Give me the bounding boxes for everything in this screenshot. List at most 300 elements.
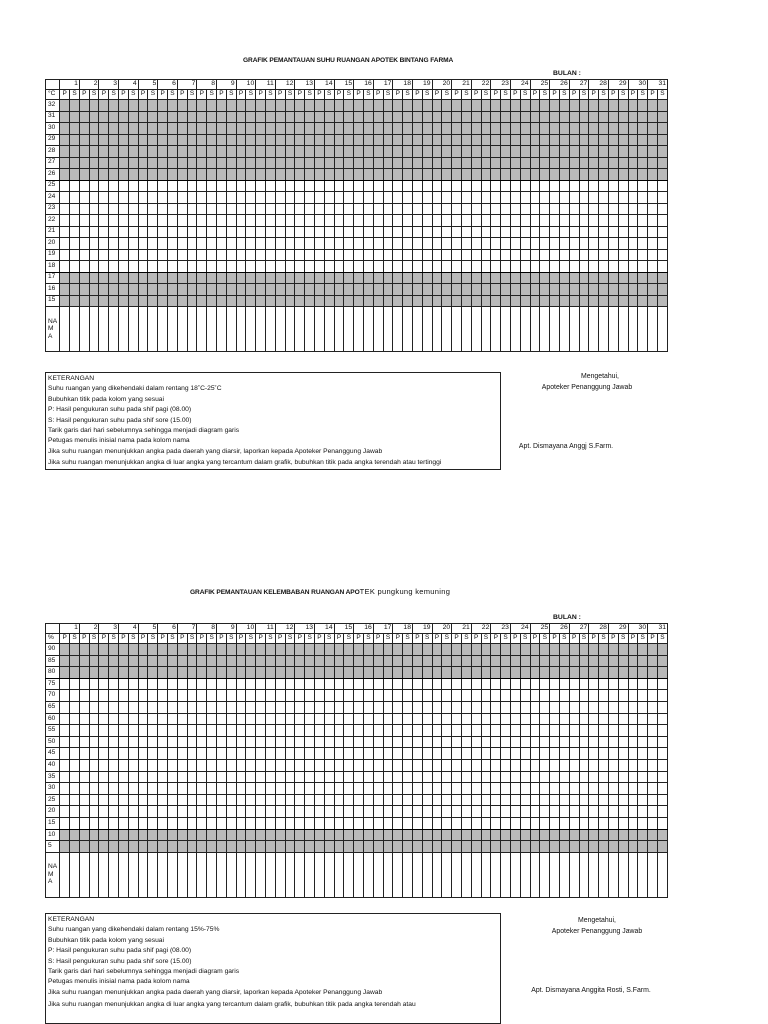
reading-cell[interactable] — [608, 169, 618, 181]
reading-cell[interactable] — [334, 157, 344, 169]
reading-cell[interactable] — [530, 736, 540, 748]
initials-cell[interactable] — [99, 852, 109, 897]
reading-cell[interactable] — [618, 157, 628, 169]
reading-cell[interactable] — [589, 736, 599, 748]
reading-cell[interactable] — [266, 180, 276, 192]
reading-cell[interactable] — [109, 146, 119, 158]
reading-cell[interactable] — [324, 169, 334, 181]
reading-cell[interactable] — [138, 806, 148, 818]
reading-cell[interactable] — [168, 794, 178, 806]
reading-cell[interactable] — [295, 226, 305, 238]
reading-cell[interactable] — [530, 759, 540, 771]
reading-cell[interactable] — [70, 192, 80, 204]
reading-cell[interactable] — [442, 806, 452, 818]
reading-cell[interactable] — [256, 180, 266, 192]
reading-cell[interactable] — [119, 180, 129, 192]
reading-cell[interactable] — [520, 841, 530, 853]
reading-cell[interactable] — [393, 295, 403, 307]
reading-cell[interactable] — [657, 667, 667, 679]
reading-cell[interactable] — [187, 249, 197, 261]
reading-cell[interactable] — [403, 678, 413, 690]
reading-cell[interactable] — [481, 226, 491, 238]
reading-cell[interactable] — [412, 123, 422, 135]
reading-cell[interactable] — [550, 667, 560, 679]
initials-cell[interactable] — [579, 307, 589, 352]
reading-cell[interactable] — [177, 134, 187, 146]
reading-cell[interactable] — [638, 226, 648, 238]
reading-cell[interactable] — [412, 725, 422, 737]
reading-cell[interactable] — [569, 725, 579, 737]
reading-cell[interactable] — [364, 841, 374, 853]
reading-cell[interactable] — [79, 759, 89, 771]
reading-cell[interactable] — [657, 783, 667, 795]
reading-cell[interactable] — [569, 644, 579, 656]
reading-cell[interactable] — [89, 667, 99, 679]
reading-cell[interactable] — [364, 284, 374, 296]
reading-cell[interactable] — [520, 134, 530, 146]
reading-cell[interactable] — [187, 771, 197, 783]
reading-cell[interactable] — [510, 169, 520, 181]
reading-cell[interactable] — [158, 725, 168, 737]
reading-cell[interactable] — [393, 215, 403, 227]
initials-cell[interactable] — [608, 307, 618, 352]
reading-cell[interactable] — [530, 100, 540, 112]
reading-cell[interactable] — [275, 123, 285, 135]
reading-cell[interactable] — [285, 192, 295, 204]
reading-cell[interactable] — [315, 806, 325, 818]
reading-cell[interactable] — [354, 806, 364, 818]
reading-cell[interactable] — [246, 238, 256, 250]
reading-cell[interactable] — [246, 806, 256, 818]
reading-cell[interactable] — [305, 759, 315, 771]
reading-cell[interactable] — [295, 725, 305, 737]
reading-cell[interactable] — [589, 215, 599, 227]
reading-cell[interactable] — [187, 655, 197, 667]
reading-cell[interactable] — [559, 771, 569, 783]
reading-cell[interactable] — [364, 100, 374, 112]
reading-cell[interactable] — [589, 123, 599, 135]
reading-cell[interactable] — [89, 655, 99, 667]
reading-cell[interactable] — [187, 169, 197, 181]
reading-cell[interactable] — [550, 169, 560, 181]
reading-cell[interactable] — [79, 794, 89, 806]
reading-cell[interactable] — [589, 829, 599, 841]
reading-cell[interactable] — [589, 134, 599, 146]
reading-cell[interactable] — [432, 678, 442, 690]
reading-cell[interactable] — [109, 284, 119, 296]
reading-cell[interactable] — [569, 215, 579, 227]
reading-cell[interactable] — [197, 215, 207, 227]
reading-cell[interactable] — [393, 203, 403, 215]
reading-cell[interactable] — [618, 783, 628, 795]
reading-cell[interactable] — [324, 759, 334, 771]
reading-cell[interactable] — [79, 192, 89, 204]
reading-cell[interactable] — [217, 111, 227, 123]
reading-cell[interactable] — [520, 817, 530, 829]
reading-cell[interactable] — [344, 725, 354, 737]
reading-cell[interactable] — [657, 759, 667, 771]
reading-cell[interactable] — [550, 806, 560, 818]
reading-cell[interactable] — [109, 725, 119, 737]
initials-cell[interactable] — [471, 307, 481, 352]
reading-cell[interactable] — [99, 238, 109, 250]
reading-cell[interactable] — [618, 123, 628, 135]
reading-cell[interactable] — [657, 111, 667, 123]
reading-cell[interactable] — [177, 111, 187, 123]
reading-cell[interactable] — [501, 203, 511, 215]
reading-cell[interactable] — [168, 678, 178, 690]
reading-cell[interactable] — [119, 690, 129, 702]
reading-cell[interactable] — [207, 667, 217, 679]
reading-cell[interactable] — [373, 644, 383, 656]
reading-cell[interactable] — [403, 284, 413, 296]
reading-cell[interactable] — [510, 203, 520, 215]
reading-cell[interactable] — [70, 284, 80, 296]
reading-cell[interactable] — [510, 806, 520, 818]
reading-cell[interactable] — [432, 111, 442, 123]
reading-cell[interactable] — [579, 748, 589, 760]
reading-cell[interactable] — [315, 261, 325, 273]
initials-cell[interactable] — [383, 307, 393, 352]
reading-cell[interactable] — [599, 134, 609, 146]
reading-cell[interactable] — [510, 134, 520, 146]
reading-cell[interactable] — [501, 249, 511, 261]
reading-cell[interactable] — [89, 215, 99, 227]
reading-cell[interactable] — [109, 759, 119, 771]
reading-cell[interactable] — [638, 238, 648, 250]
reading-cell[interactable] — [393, 713, 403, 725]
reading-cell[interactable] — [638, 146, 648, 158]
reading-cell[interactable] — [354, 226, 364, 238]
reading-cell[interactable] — [334, 169, 344, 181]
reading-cell[interactable] — [628, 667, 638, 679]
reading-cell[interactable] — [422, 678, 432, 690]
reading-cell[interactable] — [60, 701, 70, 713]
reading-cell[interactable] — [226, 759, 236, 771]
reading-cell[interactable] — [79, 829, 89, 841]
reading-cell[interactable] — [510, 272, 520, 284]
reading-cell[interactable] — [461, 667, 471, 679]
reading-cell[interactable] — [530, 783, 540, 795]
reading-cell[interactable] — [168, 713, 178, 725]
reading-cell[interactable] — [138, 771, 148, 783]
reading-cell[interactable] — [217, 203, 227, 215]
reading-cell[interactable] — [148, 157, 158, 169]
reading-cell[interactable] — [491, 249, 501, 261]
reading-cell[interactable] — [334, 736, 344, 748]
reading-cell[interactable] — [403, 261, 413, 273]
reading-cell[interactable] — [295, 284, 305, 296]
reading-cell[interactable] — [501, 238, 511, 250]
reading-cell[interactable] — [471, 180, 481, 192]
reading-cell[interactable] — [432, 667, 442, 679]
reading-cell[interactable] — [344, 284, 354, 296]
reading-cell[interactable] — [138, 690, 148, 702]
reading-cell[interactable] — [70, 759, 80, 771]
reading-cell[interactable] — [148, 759, 158, 771]
reading-cell[interactable] — [217, 249, 227, 261]
reading-cell[interactable] — [432, 261, 442, 273]
initials-cell[interactable] — [412, 852, 422, 897]
reading-cell[interactable] — [412, 817, 422, 829]
reading-cell[interactable] — [432, 180, 442, 192]
reading-cell[interactable] — [295, 203, 305, 215]
initials-cell[interactable] — [315, 307, 325, 352]
reading-cell[interactable] — [226, 794, 236, 806]
reading-cell[interactable] — [344, 169, 354, 181]
reading-cell[interactable] — [501, 829, 511, 841]
reading-cell[interactable] — [491, 841, 501, 853]
reading-cell[interactable] — [452, 226, 462, 238]
reading-cell[interactable] — [148, 829, 158, 841]
reading-cell[interactable] — [412, 215, 422, 227]
reading-cell[interactable] — [403, 725, 413, 737]
reading-cell[interactable] — [442, 829, 452, 841]
reading-cell[interactable] — [373, 295, 383, 307]
reading-cell[interactable] — [628, 783, 638, 795]
reading-cell[interactable] — [559, 690, 569, 702]
reading-cell[interactable] — [599, 806, 609, 818]
reading-cell[interactable] — [481, 701, 491, 713]
initials-cell[interactable] — [589, 852, 599, 897]
reading-cell[interactable] — [364, 829, 374, 841]
reading-cell[interactable] — [432, 748, 442, 760]
reading-cell[interactable] — [599, 192, 609, 204]
reading-cell[interactable] — [648, 678, 658, 690]
reading-cell[interactable] — [177, 794, 187, 806]
reading-cell[interactable] — [138, 841, 148, 853]
reading-cell[interactable] — [422, 238, 432, 250]
reading-cell[interactable] — [236, 192, 246, 204]
reading-cell[interactable] — [354, 759, 364, 771]
reading-cell[interactable] — [70, 817, 80, 829]
reading-cell[interactable] — [589, 284, 599, 296]
reading-cell[interactable] — [177, 203, 187, 215]
reading-cell[interactable] — [550, 771, 560, 783]
reading-cell[interactable] — [89, 748, 99, 760]
reading-cell[interactable] — [559, 806, 569, 818]
reading-cell[interactable] — [158, 783, 168, 795]
reading-cell[interactable] — [334, 203, 344, 215]
reading-cell[interactable] — [266, 783, 276, 795]
reading-cell[interactable] — [550, 759, 560, 771]
reading-cell[interactable] — [373, 157, 383, 169]
reading-cell[interactable] — [540, 678, 550, 690]
reading-cell[interactable] — [373, 169, 383, 181]
reading-cell[interactable] — [608, 748, 618, 760]
reading-cell[interactable] — [540, 261, 550, 273]
reading-cell[interactable] — [79, 111, 89, 123]
reading-cell[interactable] — [128, 261, 138, 273]
reading-cell[interactable] — [559, 783, 569, 795]
reading-cell[interactable] — [510, 249, 520, 261]
reading-cell[interactable] — [138, 295, 148, 307]
reading-cell[interactable] — [403, 655, 413, 667]
reading-cell[interactable] — [628, 111, 638, 123]
reading-cell[interactable] — [520, 829, 530, 841]
initials-cell[interactable] — [393, 307, 403, 352]
reading-cell[interactable] — [305, 295, 315, 307]
reading-cell[interactable] — [471, 783, 481, 795]
reading-cell[interactable] — [60, 123, 70, 135]
reading-cell[interactable] — [305, 748, 315, 760]
reading-cell[interactable] — [530, 134, 540, 146]
reading-cell[interactable] — [207, 655, 217, 667]
reading-cell[interactable] — [315, 157, 325, 169]
reading-cell[interactable] — [383, 180, 393, 192]
reading-cell[interactable] — [559, 644, 569, 656]
reading-cell[interactable] — [589, 192, 599, 204]
reading-cell[interactable] — [412, 713, 422, 725]
reading-cell[interactable] — [501, 180, 511, 192]
reading-cell[interactable] — [226, 192, 236, 204]
reading-cell[interactable] — [158, 123, 168, 135]
reading-cell[interactable] — [344, 111, 354, 123]
reading-cell[interactable] — [285, 111, 295, 123]
reading-cell[interactable] — [305, 655, 315, 667]
initials-cell[interactable] — [354, 852, 364, 897]
reading-cell[interactable] — [481, 806, 491, 818]
reading-cell[interactable] — [344, 759, 354, 771]
reading-cell[interactable] — [266, 249, 276, 261]
reading-cell[interactable] — [275, 748, 285, 760]
reading-cell[interactable] — [109, 794, 119, 806]
reading-cell[interactable] — [520, 261, 530, 273]
reading-cell[interactable] — [628, 713, 638, 725]
reading-cell[interactable] — [119, 100, 129, 112]
reading-cell[interactable] — [442, 771, 452, 783]
reading-cell[interactable] — [158, 261, 168, 273]
reading-cell[interactable] — [256, 817, 266, 829]
reading-cell[interactable] — [599, 817, 609, 829]
reading-cell[interactable] — [481, 192, 491, 204]
reading-cell[interactable] — [559, 203, 569, 215]
reading-cell[interactable] — [305, 771, 315, 783]
reading-cell[interactable] — [246, 794, 256, 806]
reading-cell[interactable] — [266, 678, 276, 690]
reading-cell[interactable] — [501, 261, 511, 273]
reading-cell[interactable] — [158, 701, 168, 713]
reading-cell[interactable] — [109, 655, 119, 667]
reading-cell[interactable] — [324, 284, 334, 296]
reading-cell[interactable] — [168, 771, 178, 783]
reading-cell[interactable] — [510, 713, 520, 725]
reading-cell[interactable] — [530, 123, 540, 135]
reading-cell[interactable] — [324, 215, 334, 227]
reading-cell[interactable] — [461, 655, 471, 667]
reading-cell[interactable] — [119, 817, 129, 829]
reading-cell[interactable] — [393, 272, 403, 284]
reading-cell[interactable] — [207, 690, 217, 702]
reading-cell[interactable] — [187, 841, 197, 853]
reading-cell[interactable] — [285, 272, 295, 284]
reading-cell[interactable] — [295, 759, 305, 771]
reading-cell[interactable] — [540, 655, 550, 667]
reading-cell[interactable] — [226, 690, 236, 702]
reading-cell[interactable] — [648, 261, 658, 273]
reading-cell[interactable] — [187, 725, 197, 737]
reading-cell[interactable] — [315, 272, 325, 284]
reading-cell[interactable] — [638, 111, 648, 123]
reading-cell[interactable] — [412, 655, 422, 667]
reading-cell[interactable] — [569, 146, 579, 158]
reading-cell[interactable] — [550, 829, 560, 841]
reading-cell[interactable] — [481, 644, 491, 656]
reading-cell[interactable] — [79, 272, 89, 284]
reading-cell[interactable] — [285, 215, 295, 227]
reading-cell[interactable] — [138, 249, 148, 261]
reading-cell[interactable] — [501, 817, 511, 829]
reading-cell[interactable] — [412, 284, 422, 296]
reading-cell[interactable] — [256, 169, 266, 181]
reading-cell[interactable] — [481, 100, 491, 112]
reading-cell[interactable] — [236, 123, 246, 135]
reading-cell[interactable] — [540, 701, 550, 713]
reading-cell[interactable] — [422, 667, 432, 679]
reading-cell[interactable] — [354, 644, 364, 656]
reading-cell[interactable] — [217, 157, 227, 169]
reading-cell[interactable] — [569, 157, 579, 169]
reading-cell[interactable] — [256, 238, 266, 250]
reading-cell[interactable] — [177, 806, 187, 818]
reading-cell[interactable] — [550, 226, 560, 238]
reading-cell[interactable] — [305, 226, 315, 238]
reading-cell[interactable] — [89, 261, 99, 273]
reading-cell[interactable] — [236, 678, 246, 690]
reading-cell[interactable] — [334, 725, 344, 737]
reading-cell[interactable] — [256, 261, 266, 273]
reading-cell[interactable] — [99, 215, 109, 227]
reading-cell[interactable] — [461, 192, 471, 204]
reading-cell[interactable] — [383, 678, 393, 690]
reading-cell[interactable] — [315, 678, 325, 690]
initials-cell[interactable] — [334, 307, 344, 352]
reading-cell[interactable] — [315, 238, 325, 250]
initials-cell[interactable] — [520, 852, 530, 897]
reading-cell[interactable] — [285, 226, 295, 238]
reading-cell[interactable] — [599, 841, 609, 853]
reading-cell[interactable] — [569, 655, 579, 667]
reading-cell[interactable] — [354, 272, 364, 284]
reading-cell[interactable] — [99, 829, 109, 841]
reading-cell[interactable] — [148, 134, 158, 146]
reading-cell[interactable] — [520, 169, 530, 181]
reading-cell[interactable] — [599, 678, 609, 690]
reading-cell[interactable] — [491, 678, 501, 690]
reading-cell[interactable] — [109, 817, 119, 829]
reading-cell[interactable] — [89, 169, 99, 181]
reading-cell[interactable] — [119, 725, 129, 737]
reading-cell[interactable] — [530, 180, 540, 192]
reading-cell[interactable] — [530, 841, 540, 853]
reading-cell[interactable] — [618, 284, 628, 296]
reading-cell[interactable] — [315, 111, 325, 123]
reading-cell[interactable] — [569, 123, 579, 135]
reading-cell[interactable] — [422, 794, 432, 806]
reading-cell[interactable] — [442, 644, 452, 656]
initials-cell[interactable] — [540, 307, 550, 352]
reading-cell[interactable] — [305, 806, 315, 818]
reading-cell[interactable] — [128, 215, 138, 227]
initials-cell[interactable] — [559, 307, 569, 352]
initials-cell[interactable] — [364, 852, 374, 897]
reading-cell[interactable] — [246, 180, 256, 192]
reading-cell[interactable] — [403, 100, 413, 112]
reading-cell[interactable] — [226, 238, 236, 250]
reading-cell[interactable] — [432, 226, 442, 238]
reading-cell[interactable] — [197, 690, 207, 702]
reading-cell[interactable] — [373, 829, 383, 841]
